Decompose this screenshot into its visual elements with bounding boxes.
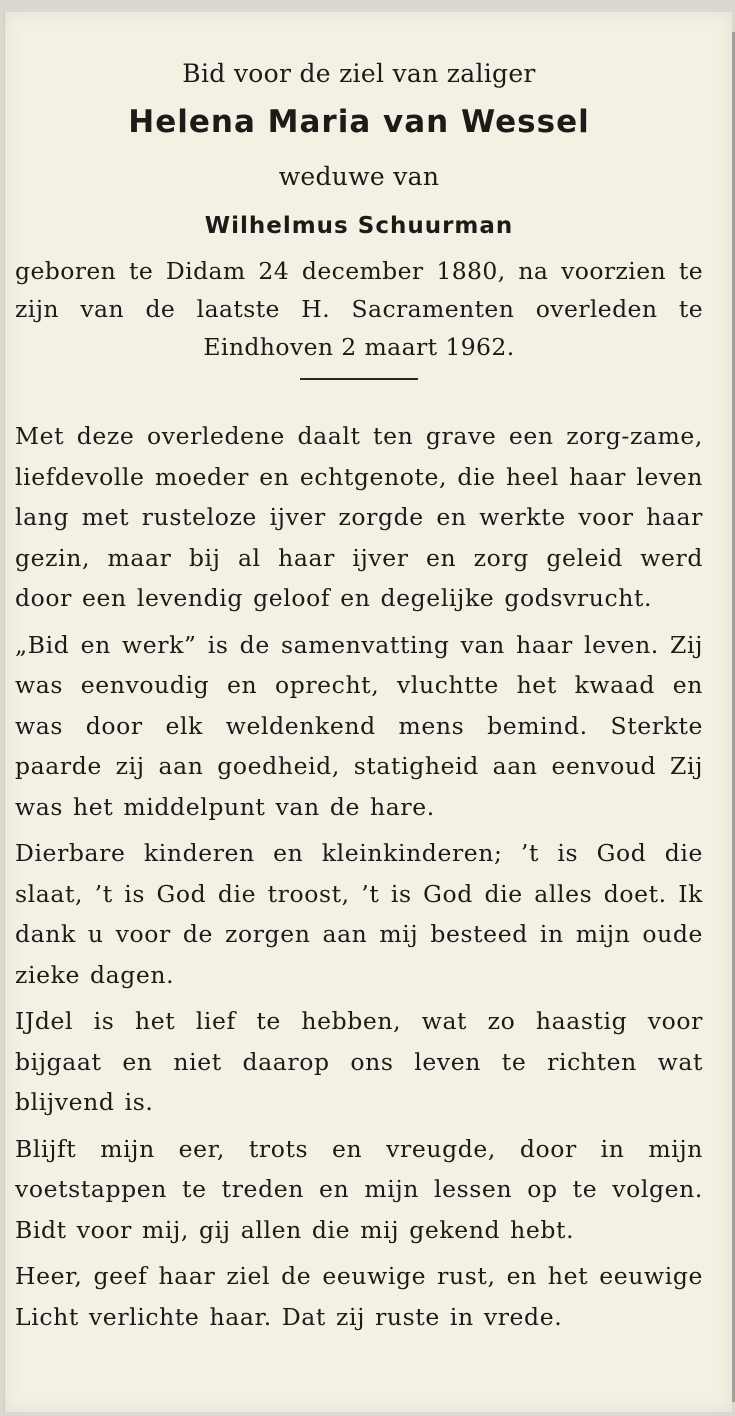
paragraph-prayer: Heer, geef haar ziel de eeuwige rust, en het eeuwige Licht verlichte haar. Dat zij ruste in vrede. xyxy=(15,1262,703,1331)
divider-rule xyxy=(300,378,418,380)
memorial-text xyxy=(15,416,703,1337)
paragraph-character: Met deze overledene daalt ten grave een zorg-zame, liefdevolle moeder en echtgenote, die heel haar leven lang met rusteloze ijver zorgde en werkte voor haar gezin, maar bij al haar ijver en zorg geleid werd door een levendig geloof en degelijke godsvrucht. xyxy=(15,422,703,612)
paragraph-motto: „Bid en werk” is de samenvatting van haar leven. Zij was eenvoudig en oprecht, vluchtte het kwaad en was door elk weldenkend mens bemind. Sterkte paarde zij aan goedheid, statigheid aan eenvoud Zij was het middelpunt van de hare. xyxy=(15,630,703,821)
prayer-intro: Bid voor de ziel van zaliger xyxy=(182,59,536,88)
paragraph-children: Dierbare kinderen en kleinkinderen; ’t is God die slaat, ’t is God die troost, ’t is God die alles doet. Ik dank u voor de zorgen aan mij besteed in mijn oude zieke dagen. xyxy=(15,839,703,989)
paragraph-vanity: IJdel is het lief te hebben, wat zo haastig voor bijgaat en niet daarop ons leven te richten wat blijvend is. xyxy=(15,1007,703,1116)
widow-of-label: weduwe van xyxy=(278,162,440,191)
birth-death-details: geboren te Didam 24 december 1880, na voorzien te zijn van de laatste H. Sacramenten overleden te Eindhoven 2 maart 1962. xyxy=(15,257,703,361)
card-content xyxy=(15,54,703,1343)
paragraph-legacy: Blijft mijn eer, trots en vreugde, door in mijn voetstappen te treden en mijn lessen op te volgen. Bidt voor mij, gij allen die mij gekend hebt. xyxy=(15,1134,703,1244)
husband-name: Wilhelmus Schuurman xyxy=(204,213,514,239)
memorial-card xyxy=(4,12,732,1412)
deceased-name: Helena Maria van Wessel xyxy=(128,104,590,140)
